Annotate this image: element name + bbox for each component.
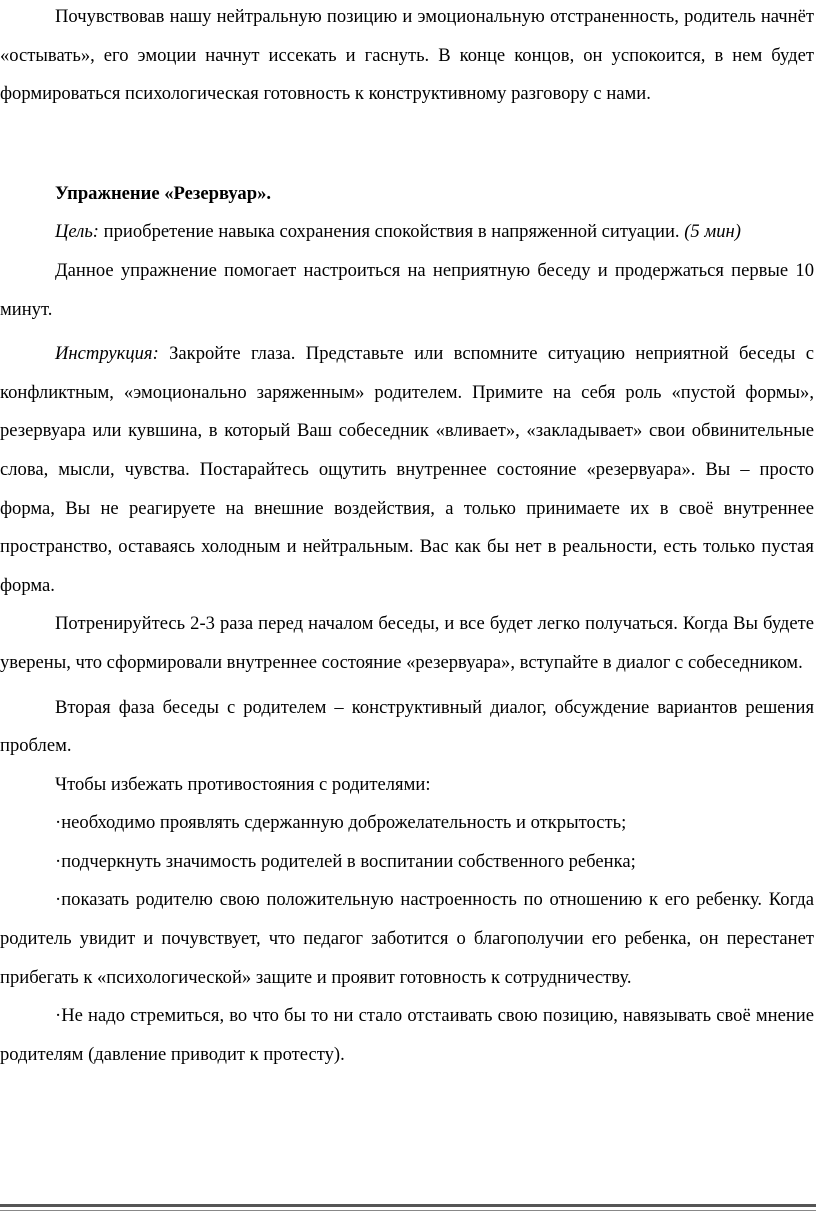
exercise-title: Упражнение «Резервуар».: [55, 182, 272, 204]
goal-time: (5 мин): [684, 221, 741, 243]
paragraph-exercise-purpose: Данное упражнение помогает настроиться на неприятную беседу и продержаться первые 10 минут.: [0, 259, 814, 320]
page-bottom-border: [0, 1204, 816, 1207]
paragraph-instruction: [0, 335, 814, 605]
bullet-item-1: ·необходимо проявлять сдержанную доброжелательность и открытость;: [55, 812, 627, 834]
goal-label: Цель:: [55, 221, 99, 243]
instruction-label: Инструкция:: [55, 343, 159, 365]
paragraph-goal: [0, 213, 814, 252]
instruction-text: Закройте глаза. Представьте или вспомните ситуацию неприятной беседы с конфликтным, «эмоционально заряженным» родителем. Примите на себя роль «пустой формы», резервуара или кувшина, в который Ваш собеседник «вливает», «закладывает» свои обвинительные слова, мысли, чувства. Постарайтесь ощутить внутреннее состояние «резервуара». Вы – просто форма, Вы не реагируете на внешние воздействия, а только принимаете их в своё внутреннее пространство, оставаясь холодным и нейтральным. Вас как бы нет в реальности, есть только пустая форма.: [0, 343, 814, 596]
bullet-item-2: ·подчеркнуть значимость родителей в воспитании собственного ребенка;: [55, 850, 636, 872]
paragraph-intro: Почувствовав нашу нейтральную позицию и эмоциональную отстраненность, родитель начнёт «остывать», его эмоции начнут иссекать и гаснуть. В конце концов, он успокоится, в нем будет формироваться психологическая готовность к конструктивному разговору с нами.: [0, 6, 814, 105]
paragraph-second-phase: Вторая фаза беседы с родителем – конструктивный диалог, обсуждение вариантов решения проблем.: [0, 696, 814, 757]
bullet-item-4: ·Не надо стремиться, во что бы то ни стало отстаивать свою позицию, навязывать своё мнение родителям (давление приводит к протесту).: [0, 1005, 814, 1065]
bullet-item-3: ·показать родителю свою положительную настроенность по отношению к его ребенку. Когда родитель увидит и почувствует, что педагог заботится о благополучии его ребенка, он перестанет прибегать к «психологической» защите и проявит готовность к сотрудничеству.: [0, 889, 814, 988]
goal-text: приобретение навыка сохранения спокойствия в напряженной ситуации.: [98, 221, 685, 243]
page-bottom-border-thin: [0, 1210, 816, 1211]
paragraph-practice: Потренируйтесь 2-3 раза перед началом беседы, и все будет легко получаться. Когда Вы будете уверены, что сформировали внутреннее состояние «резервуара», вступайте в диалог с собеседником.: [0, 613, 814, 673]
paragraph-avoid-confrontation: Чтобы избежать противостояния с родителями:: [55, 773, 431, 795]
